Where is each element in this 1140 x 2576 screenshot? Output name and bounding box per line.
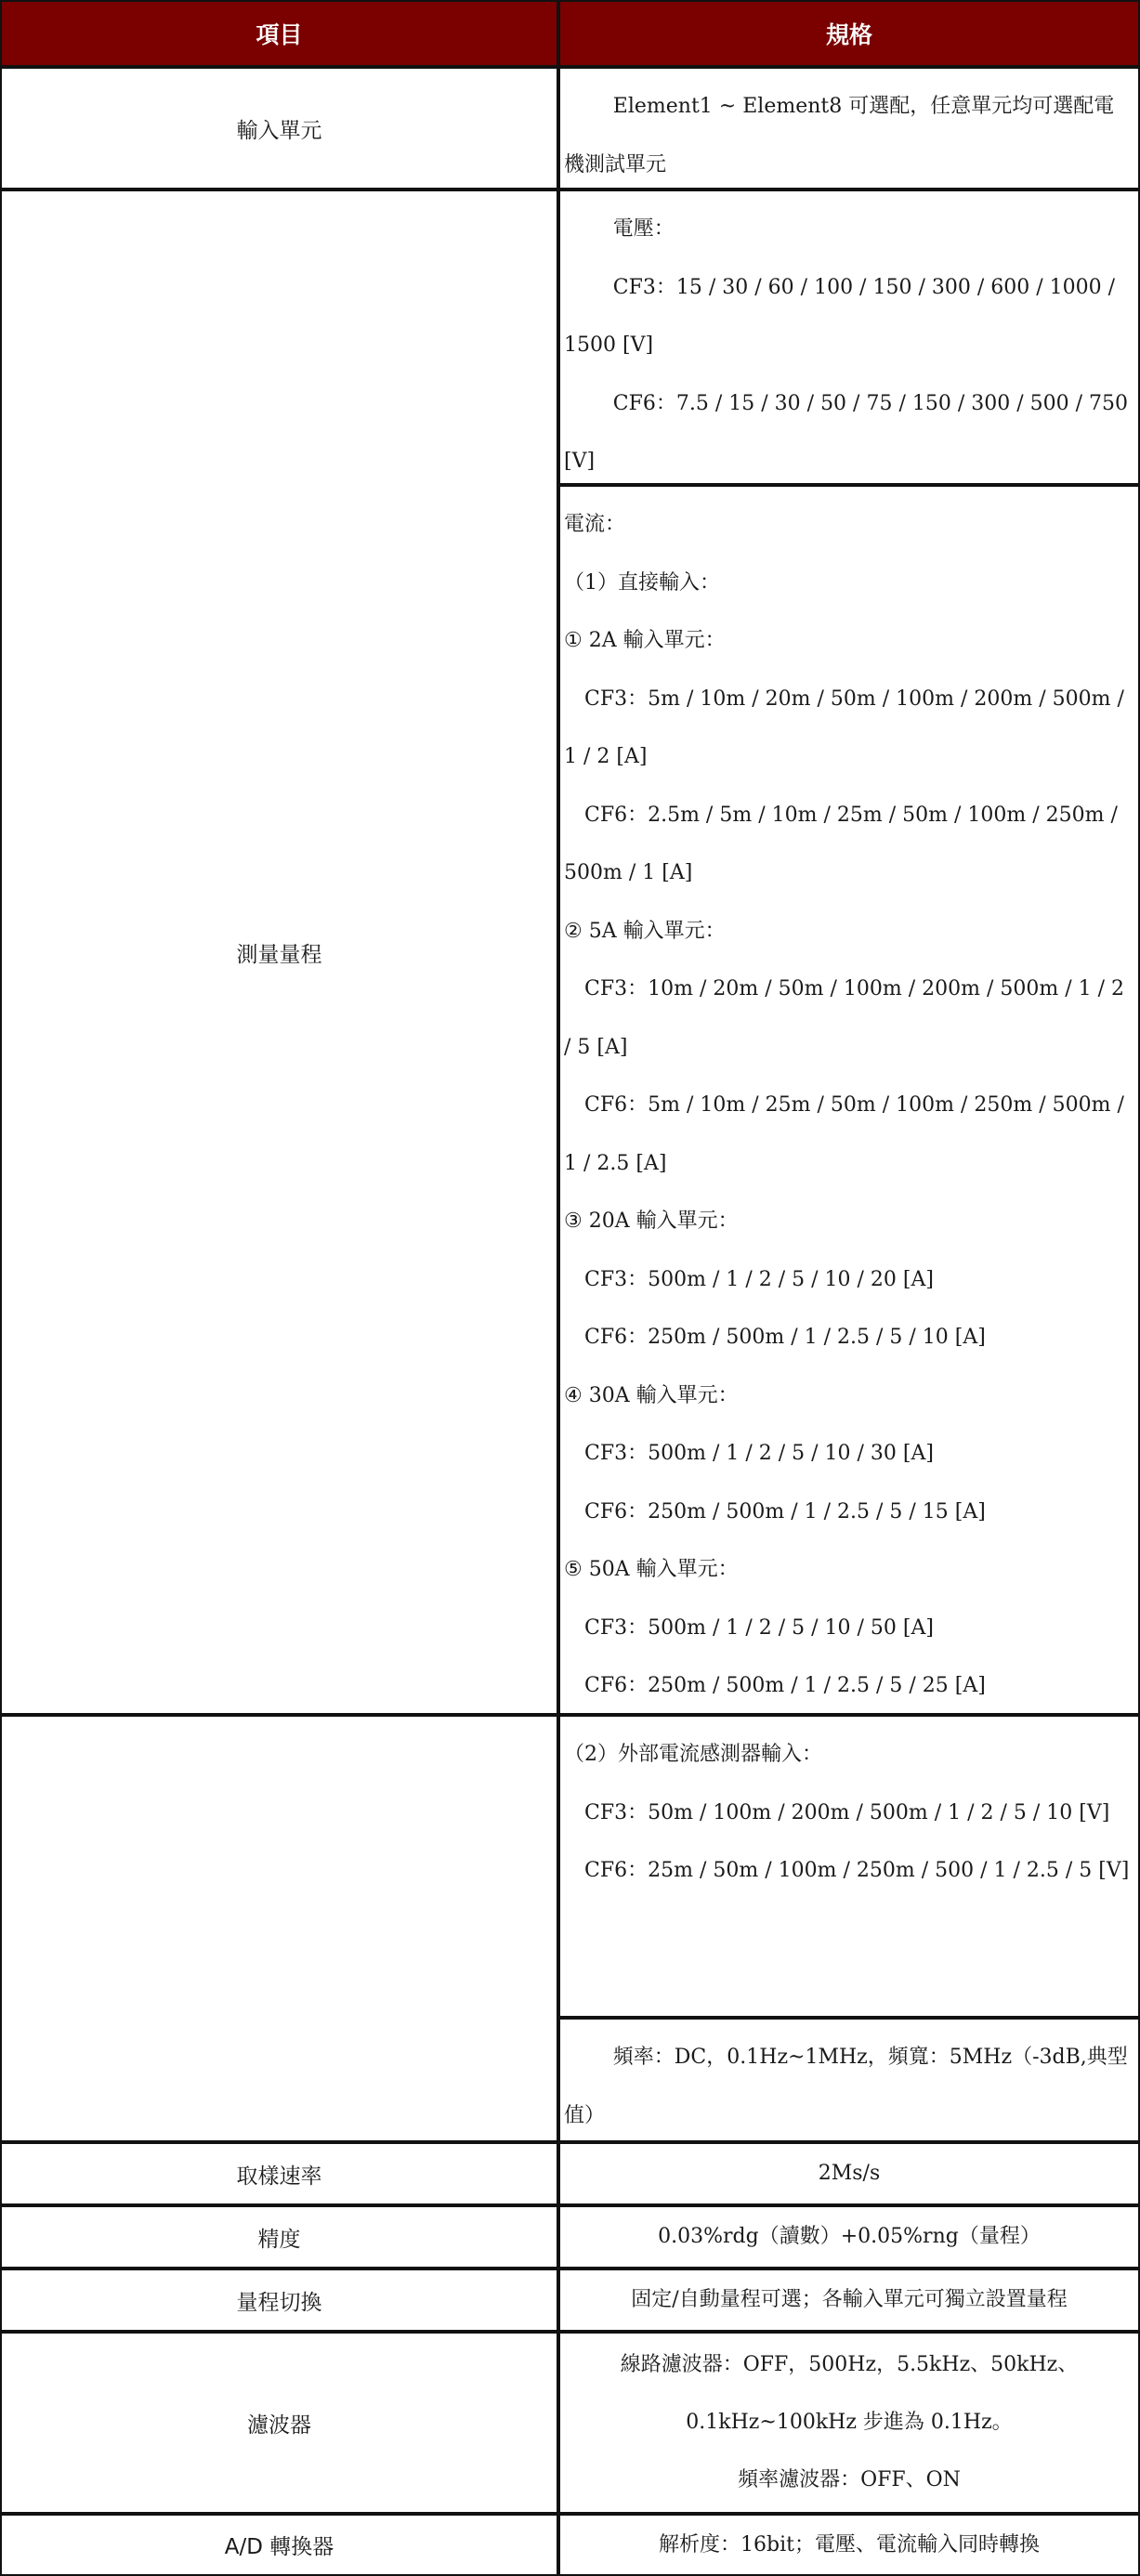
input-unit-text: Element1 ~ Element8 可選配，任意單元均可選配電機測試單元 bbox=[564, 95, 1115, 177]
voltage-cf3: CF3：15 / 30 / 60 / 100 / 150 / 300 / 600 / 1000 / 1500 [V] bbox=[564, 275, 1116, 357]
current-2a-unit: ① 2A 輸入單元： bbox=[564, 629, 726, 652]
header-spec bbox=[558, 0, 1140, 67]
current-30a-cf6: CF6：250m / 500m / 1 / 2.5 / 5 / 15 [A] bbox=[584, 1499, 986, 1523]
current-direct-input: （1）直接輸入： bbox=[564, 570, 720, 595]
header-item-label: 項目 bbox=[256, 21, 303, 48]
frequency-text: 頻率：DC，0.1Hz~1MHz，頻寬：5MHz（-3dB,典型值） bbox=[564, 2046, 1128, 2127]
external-cf6: CF6：25m / 50m / 100m / 250m / 500 / 1 / 2.5 / 5 [V] bbox=[584, 1859, 1130, 1882]
current-30a-unit: ④ 30A 輸入單元： bbox=[564, 1383, 739, 1407]
current-20a-cf6: CF6：250m / 500m / 1 / 2.5 / 5 / 10 [A] bbox=[584, 1326, 986, 1349]
filter-line-2: 0.1kHz~100kHz 步進為 0.1Hz。 bbox=[686, 2411, 1013, 2434]
filter-line-1: 線路濾波器：OFF，500Hz，5.5kHz、50kHz、 bbox=[620, 2353, 1079, 2376]
row-accuracy-spec bbox=[558, 2205, 1140, 2269]
voltage-heading: 電壓： bbox=[612, 217, 675, 241]
current-range-block bbox=[558, 485, 1140, 1715]
row-input-unit-label: 輸入單元 bbox=[0, 67, 558, 190]
row-adc-spec bbox=[558, 2514, 1140, 2576]
current-5a-cf6: CF6：5m / 10m / 25m / 50m / 100m / 250m / 500m / 1 / 2.5 [A] bbox=[564, 1093, 1124, 1175]
current-20a-unit: ③ 20A 輸入單元： bbox=[564, 1210, 739, 1233]
external-cf3: CF3：50m / 100m / 200m / 500m / 1 / 2 / 5 / 10 [V] bbox=[584, 1800, 1110, 1824]
external-heading: （2）外部電流感測器輸入： bbox=[564, 1743, 822, 1766]
adc-text: 解析度：16bit；電壓、電流輸入同時轉換 bbox=[659, 2532, 1040, 2556]
row-filter-label: 濾波器 bbox=[0, 2332, 558, 2514]
row-adc-label: A/D 轉換器 bbox=[0, 2514, 558, 2576]
current-30a-cf3: CF3：500m / 1 / 2 / 5 / 10 / 30 [A] bbox=[584, 1442, 934, 1465]
row-range-switch-spec bbox=[558, 2269, 1140, 2332]
header-spec-label: 規格 bbox=[825, 21, 872, 48]
row-sampling-label: 取樣速率 bbox=[0, 2142, 558, 2205]
current-50a-cf6: CF6：250m / 500m / 1 / 2.5 / 5 / 25 [A] bbox=[584, 1674, 986, 1697]
row-range-switch-label: 量程切換 bbox=[0, 2269, 558, 2332]
header-item bbox=[0, 0, 558, 67]
row-accuracy-label: 精度 bbox=[0, 2205, 558, 2269]
current-2a-cf3: CF3：5m / 10m / 20m / 50m / 100m / 200m / 500m / 1 / 2 [A] bbox=[564, 686, 1124, 768]
row-measure-range-label: 測量量程 bbox=[0, 190, 558, 1715]
row-input-unit-spec bbox=[558, 67, 1140, 190]
filter-line-3: 頻率濾波器：OFF、ON bbox=[738, 2468, 961, 2491]
current-5a-unit: ② 5A 輸入單元： bbox=[564, 919, 726, 943]
row-sampling-spec bbox=[558, 2142, 1140, 2205]
current-heading: 電流： bbox=[564, 513, 626, 536]
row-filter-spec bbox=[558, 2332, 1140, 2514]
row-measure-range-continued bbox=[0, 1715, 558, 2142]
frequency-block bbox=[558, 2018, 1140, 2142]
voltage-cf6: CF6：7.5 / 15 / 30 / 50 / 75 / 150 / 300 / 500 / 750 [V] bbox=[564, 391, 1129, 473]
external-sensor-block bbox=[558, 1715, 1140, 2018]
accuracy-text: 0.03%rdg（讀數）+0.05%rng（量程） bbox=[658, 2225, 1041, 2248]
voltage-range-block bbox=[558, 190, 1140, 485]
current-20a-cf3: CF3：500m / 1 / 2 / 5 / 10 / 20 [A] bbox=[584, 1267, 934, 1291]
current-50a-unit: ⑤ 50A 輸入單元： bbox=[564, 1558, 739, 1581]
current-5a-cf3: CF3：10m / 20m / 50m / 100m / 200m / 500m / 1 / 2 / 5 [A] bbox=[564, 977, 1125, 1059]
current-2a-cf6: CF6：2.5m / 5m / 10m / 25m / 50m / 100m / 250m / 500m / 1 [A] bbox=[564, 803, 1118, 884]
sampling-text: 2Ms/s bbox=[818, 2162, 881, 2185]
range-switch-text: 固定/自動量程可選；各輸入單元可獨立設置量程 bbox=[631, 2288, 1068, 2311]
current-50a-cf3: CF3：500m / 1 / 2 / 5 / 10 / 50 [A] bbox=[584, 1615, 934, 1640]
